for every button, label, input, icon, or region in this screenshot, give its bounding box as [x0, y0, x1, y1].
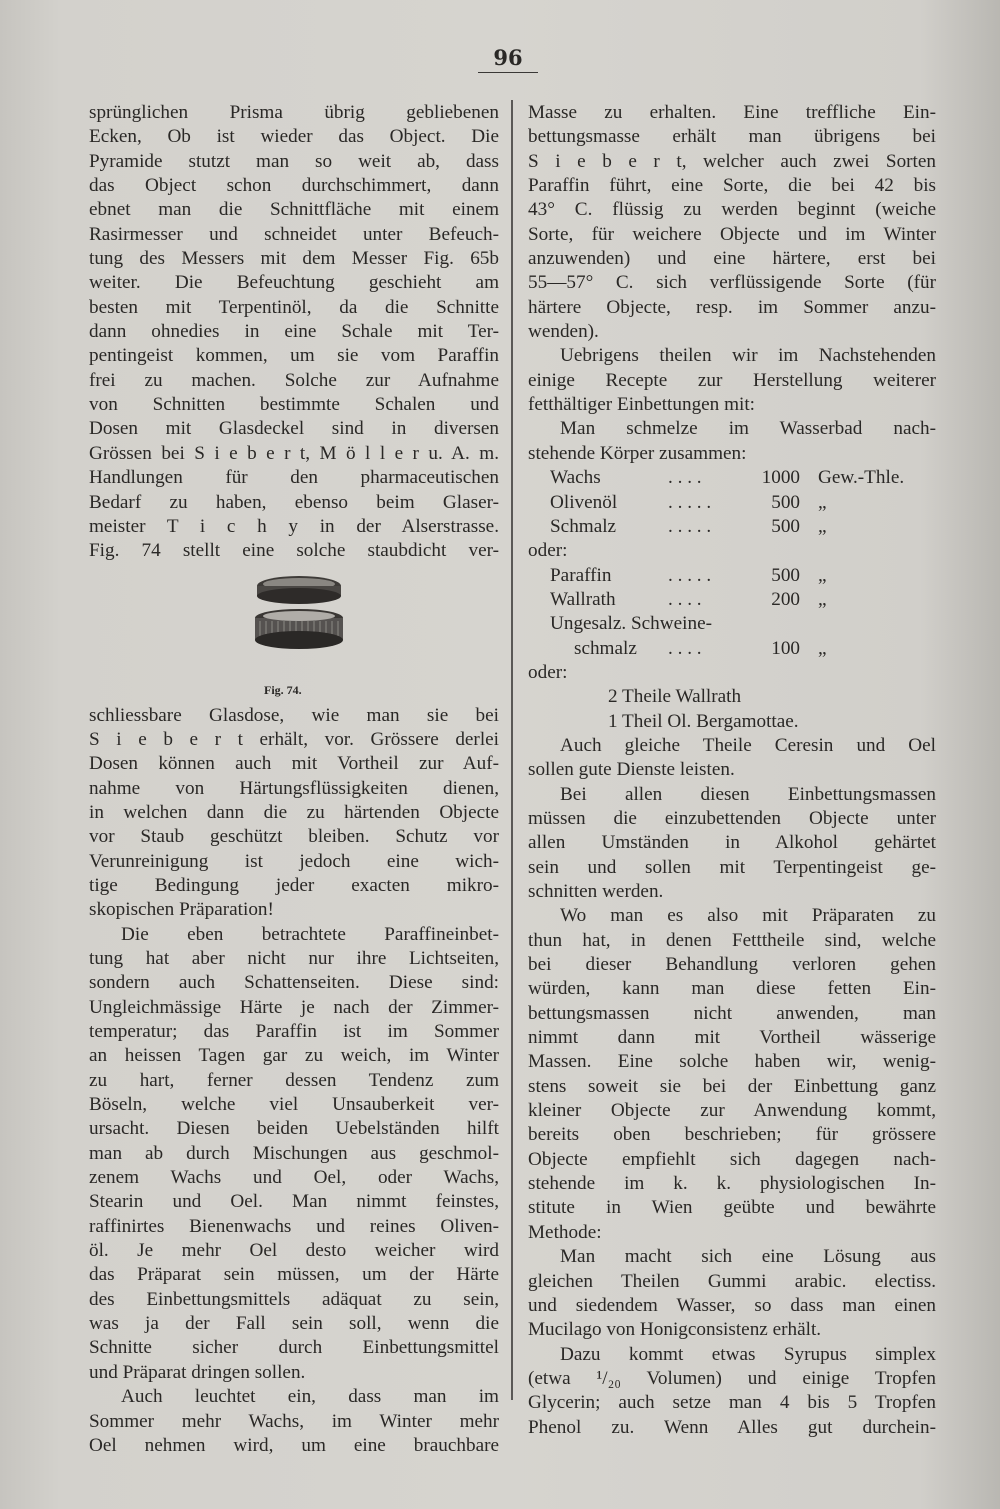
text-line: das Präparat sein müssen, um der Härte — [89, 1264, 499, 1286]
recipe-dots: . . . . . — [668, 564, 712, 586]
text-line: Grössen bei S i e b e r t, M ö l l e r u. A. m. — [89, 442, 499, 464]
recipe-row — [528, 491, 936, 515]
recipe-unit: „ — [818, 515, 827, 537]
text-line: Verunreinigung ist jedoch eine wich- — [89, 850, 499, 872]
recipe-value: 100 — [771, 637, 800, 659]
recipe-row — [528, 612, 936, 636]
text-line: Masse zu erhalten. Eine treffliche Ein- — [528, 102, 936, 123]
left-text-bottom — [89, 704, 499, 1459]
text-line: härtere Objecte, resp. im Sommer anzu- — [528, 296, 936, 318]
recipe-unit: „ — [818, 637, 827, 659]
text-line: Wo man es also mit Präparaten zu — [560, 905, 936, 927]
figure-caption: Fig. 74. — [264, 682, 302, 697]
left-text-top — [89, 101, 499, 564]
recipe-name: Olivenöl — [550, 491, 618, 513]
text-line: Methode: — [528, 1221, 602, 1243]
text-line: weiter. Die Befeuchtung geschieht am — [89, 272, 499, 294]
text-line: schnitten werden. — [528, 881, 664, 902]
recipe-name: Wachs — [550, 467, 601, 489]
text-line: Auch leuchtet ein, dass man im — [121, 1386, 499, 1408]
figure-74 — [89, 564, 499, 704]
text-line: Ungleichmässige Härte je nach der Zimmer- — [89, 996, 499, 1018]
text-line: Böseln, welche viel Unsauberkeit ver- — [89, 1094, 499, 1116]
recipe-b — [528, 685, 936, 734]
text-line: stehende im k. k. physiologischen In- — [528, 1173, 936, 1195]
text-line: das Object schon durchschimmert, dann — [89, 175, 499, 197]
text-line: Auch gleiche Theile Ceresin und Oel — [560, 734, 936, 756]
text-line: fetthältiger Einbettungen mit: — [528, 394, 755, 416]
text-line: stehende Körper zusammen: — [528, 442, 747, 464]
text-line: S i e b e r t erhält, vor. Grössere derlei — [89, 728, 499, 750]
text-line: sollen gute Dienste leisten. — [528, 759, 735, 781]
text-line: Glycerin; auch setze man 4 bis 5 Tropfen — [528, 1392, 936, 1414]
text-line: von Schnitten bestimmte Schalen und — [89, 394, 499, 416]
text-line: Oel nehmen wird, um eine brauchbare — [89, 1434, 499, 1456]
text-line: vor Staub geschützt bleiben. Schutz vor — [89, 826, 499, 848]
text-line: an heissen Tagen gar zu weich, im Winter — [89, 1045, 499, 1067]
recipe-row — [528, 564, 936, 588]
text-line: wenden). — [528, 321, 599, 343]
text-line: Bei allen diesen Einbettungsmassen — [560, 783, 936, 805]
recipe-value: 200 — [771, 588, 800, 610]
text-line: in welchen dann die zu härtenden Objecte — [89, 801, 499, 823]
text-line: Die eben betrachtete Paraffineinbet- — [121, 923, 499, 945]
text-line: 55—57° C. sich verflüssigende Sorte (für — [528, 272, 936, 294]
text-line: temperatur; das Paraffin ist im Sommer — [89, 1021, 499, 1042]
recipe-value: 500 — [771, 564, 800, 586]
recipe-name: Paraffin — [550, 564, 612, 586]
text-line: Rasirmesser und schneidet unter Befeuch- — [89, 223, 499, 245]
text-line: Handlungen für den pharmaceutischen — [89, 467, 499, 489]
recipe-dots: . . . . — [668, 467, 702, 489]
text-line: Stearin und Oel. Man nimmt feinstes, — [89, 1191, 499, 1213]
recipe-row — [528, 637, 936, 661]
text-line: Sommer mehr Wachs, im Winter mehr — [89, 1410, 499, 1432]
text-line: zenem Wachs und Oel, oder Wachs, — [89, 1167, 499, 1189]
text-line: stitute in Wien geübte und bewährte — [528, 1197, 936, 1219]
text-line: Ecken, Ob ist wieder das Object. Die — [89, 126, 499, 148]
recipe-name: Ungesalz. Schweine- — [550, 613, 712, 635]
text-line: besten mit Terpentinöl, da die Schnitte — [89, 296, 499, 318]
text-line: raffinirtes Bienenwachs und reines Oliven- — [89, 1215, 499, 1237]
text-line: 43° C. flüssig zu werden beginnt (weiche — [528, 199, 936, 221]
text-line: kleiner Objecte zur Anwendung kommt, — [528, 1100, 936, 1122]
text-line: und siedendem Wasser, so dass man einen — [528, 1294, 936, 1316]
glass-dish-illustration — [254, 568, 344, 672]
text-line: meister T i c h y in der Alserstrasse. — [89, 515, 499, 537]
right-text-top — [528, 101, 936, 466]
text-line: tung des Messers mit dem Messer Fig. 65b — [89, 248, 499, 270]
text-line: schliessbare Glasdose, wie man sie bei — [89, 704, 499, 726]
text-line: Phenol zu. Wenn Alles gut durchein- — [528, 1416, 936, 1438]
text-line: thun hat, in denen Fetttheile sind, welche — [528, 929, 936, 951]
text-line: Bedarf zu haben, ebenso beim Glaser- — [89, 491, 499, 513]
recipe-b-line: 2 Theile Wallrath — [608, 686, 742, 708]
recipe-separator-label: oder: — [528, 661, 568, 683]
right-text-bottom — [528, 734, 936, 1440]
text-line: Man macht sich eine Lösung aus — [560, 1246, 936, 1268]
text-line: und Präparat dringen sollen. — [89, 1361, 306, 1383]
text-line: Dazu kommt etwas Syrupus simplex — [560, 1343, 936, 1365]
recipe-value: 1000 — [761, 467, 800, 489]
text-line: dann ohnedies in eine Schale mit Ter- — [89, 321, 499, 343]
recipe-unit: „ — [818, 564, 827, 586]
text-line: gleichen Theilen Gummi arabic. electiss. — [528, 1270, 936, 1292]
text-line: Dosen mit Glasdeckel sind in diversen — [89, 418, 499, 440]
recipe-unit: Gew.-Thle. — [818, 467, 905, 489]
recipe-row — [528, 466, 936, 490]
text-line: Fig. 74 stellt eine solche staubdicht ver- — [89, 540, 499, 562]
left-column — [89, 101, 499, 1458]
recipe-row — [528, 588, 936, 612]
text-line: Man schmelze im Wasserbad nach- — [560, 418, 936, 440]
recipe-name: schmalz — [550, 637, 637, 659]
text-line: Schnitte sicher durch Einbettungsmittel — [89, 1337, 499, 1359]
recipe-separator — [528, 661, 936, 685]
text-line: skopischen Präparation! — [89, 899, 274, 921]
text-line: sprünglichen Prisma übrig gebliebenen — [89, 102, 499, 123]
text-line: Pyramide stutzt man so weit ab, dass — [89, 150, 499, 172]
text-line: des Einbettungsmittels adäquat zu sein, — [89, 1288, 499, 1310]
recipe-separator — [528, 539, 936, 563]
text-line: frei zu machen. Solche zur Aufnahme — [89, 369, 499, 391]
text-line: (etwa ¹/₂₀ Volumen) und einige Tropfen — [528, 1367, 936, 1389]
text-line: einige Recepte zur Herstellung weiterer — [528, 369, 936, 391]
text-line: allen Umständen in Alkohol gehärtet — [528, 832, 936, 854]
recipe-dots: . . . . — [668, 588, 702, 610]
recipe-b-line: 1 Theil Ol. Bergamottae. — [608, 710, 799, 732]
text-line: sein und sollen mit Terpentingeist ge- — [528, 856, 936, 878]
text-line: Objecte empfiehlt sich dagegen nach- — [528, 1148, 936, 1170]
recipe-value: 500 — [771, 515, 800, 537]
text-line: müssen die einzubettenden Objecte unter — [528, 807, 936, 829]
text-line: tung hat aber nicht nur ihre Lichtseiten, — [89, 947, 499, 969]
text-line: man ab durch Mischungen aus geschmol- — [89, 1142, 499, 1164]
text-line: S i e b e r t, welcher auch zwei Sorten — [528, 150, 936, 172]
text-line: ebnet man die Schnittfläche mit einem — [89, 199, 499, 221]
text-line: bei dieser Behandlung verloren gehen — [528, 954, 936, 976]
recipe-name: Wallrath — [550, 588, 616, 610]
column-divider — [511, 100, 513, 1400]
recipe-dots: . . . . . — [668, 515, 712, 537]
text-line: Sorte, für weichere Objecte und im Winter — [528, 223, 936, 245]
text-line: nimmt dann mit Vortheil wässerige — [528, 1027, 936, 1049]
text-line: Paraffin führt, eine Sorte, die bei 42 bis — [528, 175, 936, 197]
text-line: sondern auch Schattenseiten. Diese sind: — [89, 972, 499, 994]
text-line: pentingeist kommen, um sie vom Paraffin — [89, 345, 499, 367]
recipe-table — [528, 466, 936, 685]
recipe-separator-label: oder: — [528, 540, 568, 562]
text-line: bereits oben beschrieben; für grössere — [528, 1124, 936, 1146]
text-line: was ja der Fall sein soll, wenn die — [89, 1313, 499, 1335]
text-line: öl. Je mehr Oel desto weicher wird — [89, 1240, 499, 1262]
text-line: zu hart, ferner dessen Tendenz zum — [89, 1069, 499, 1091]
text-line: ursacht. Diesen beiden Uebelständen hilft — [89, 1118, 499, 1140]
text-line: Massen. Eine solche haben wir, wenig- — [528, 1051, 936, 1073]
recipe-row — [528, 515, 936, 539]
recipe-dots: . . . . — [668, 637, 702, 659]
text-line: tige Bedingung jeder exacten mikro- — [89, 874, 499, 896]
text-line: würden, kann man diese fetten Ein- — [528, 978, 936, 1000]
right-column — [528, 101, 936, 1440]
recipe-value: 500 — [771, 491, 800, 513]
text-line: bettungsmasse erhält man übrigens bei — [528, 126, 936, 148]
recipe-name: Schmalz — [550, 515, 617, 537]
recipe-dots: . . . . . — [668, 491, 712, 513]
recipe-unit: „ — [818, 491, 827, 513]
text-line: bettungsmassen nicht anwenden, man — [528, 1002, 936, 1024]
text-line: Mucilago von Honigconsistenz erhält. — [528, 1319, 822, 1341]
text-line: nahme von Härtungsflüssigkeiten dienen, — [89, 777, 499, 799]
recipe-unit: „ — [818, 588, 827, 610]
text-line: stens soweit sie bei der Einbettung ganz — [528, 1075, 936, 1097]
text-line: Dosen können auch mit Vortheil zur Auf- — [89, 753, 499, 775]
text-line: anzuwenden) und eine härtere, erst bei — [528, 248, 936, 270]
text-line: Uebrigens theilen wir im Nachstehenden — [560, 345, 936, 367]
page-number: 96 — [478, 44, 538, 73]
